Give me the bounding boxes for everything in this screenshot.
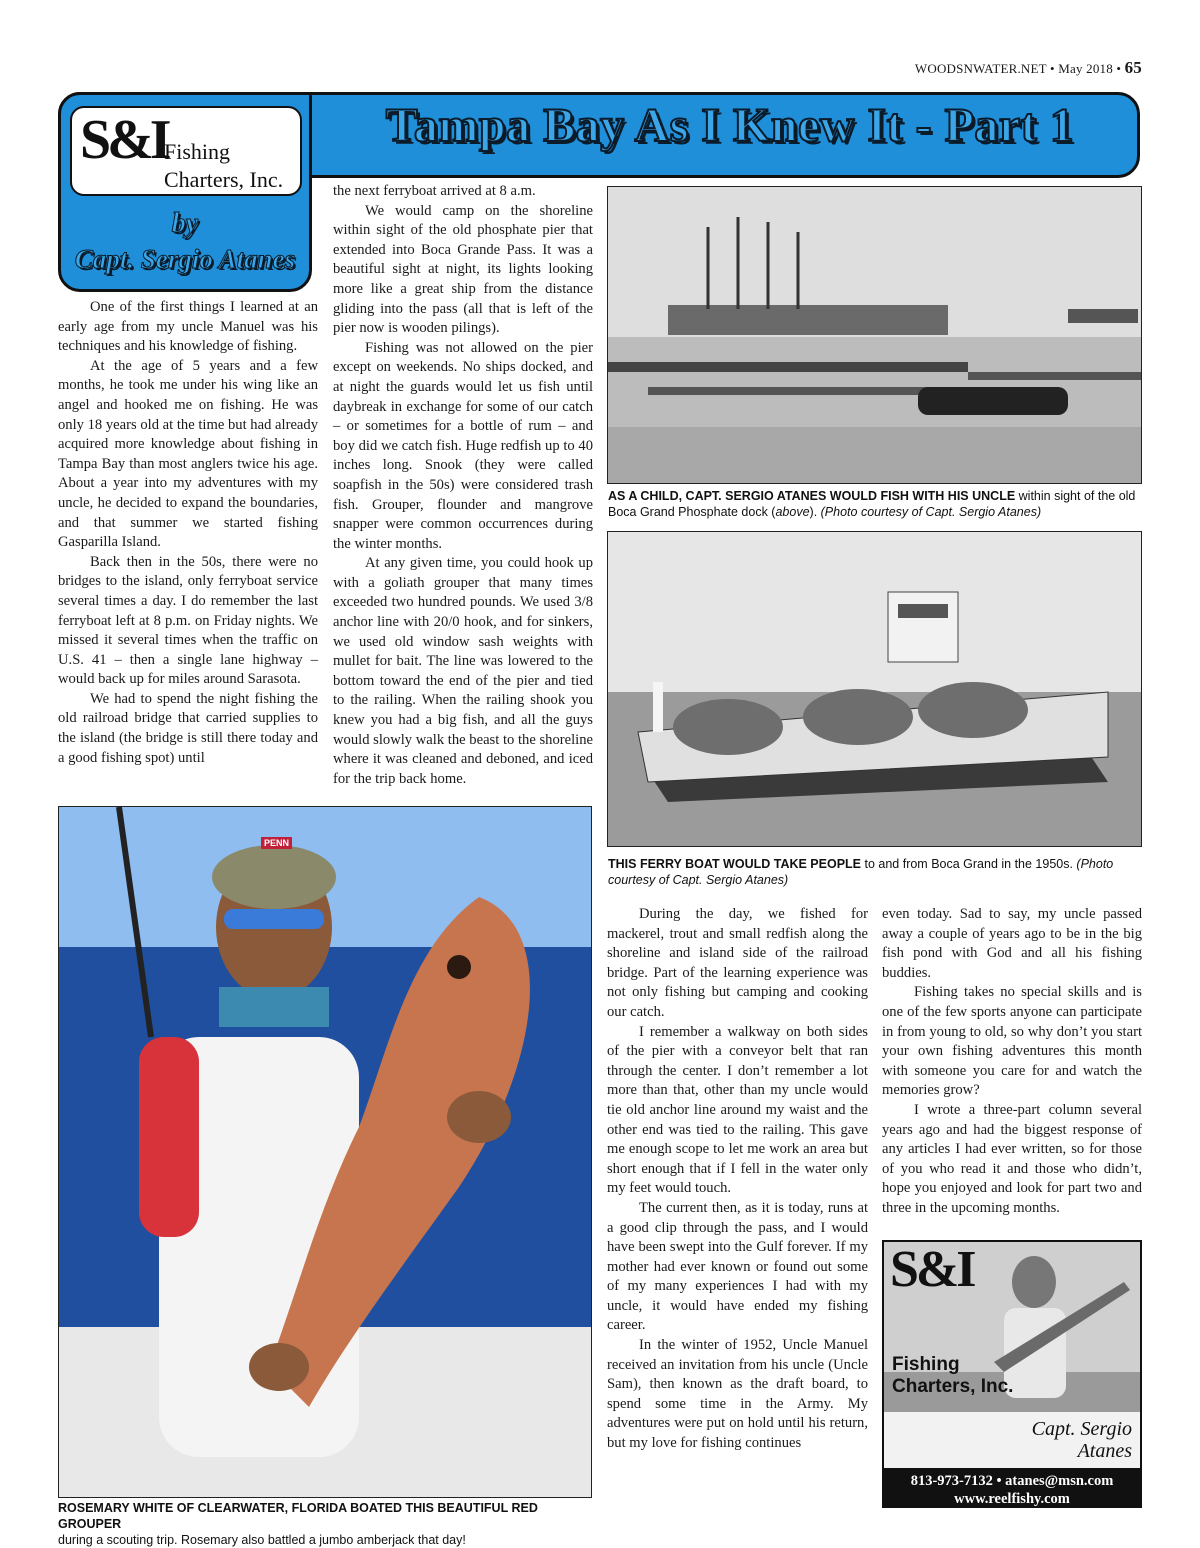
photo-credit: (Photo courtesy of Capt. Sergio Atanes) [608, 857, 1114, 887]
paragraph: Fishing was not allowed on the pier except on weekends. No ships docked, and at night the guards would let us fish until daybreak in exchange for some of our catch – or sometimes for a bottle of rum – and boy did we catch fish. Huge redfish up to 40 inches long. Snook (they were called soapfish in the 50s) were considered trash fish. Grouper, flounder and mangrove snapper were common occurrences during the winter months. [333, 339, 593, 552]
caption-text: to and from Boca Grand in the 1950s. [861, 857, 1077, 871]
ferry-boat-photo [607, 531, 1142, 847]
paragraph: One of the first things I learned at an early age from my uncle Manuel was his techniques and his knowledge of fishing. [58, 299, 318, 355]
cap-logo: PENN [261, 837, 292, 849]
caption-red-grouper [58, 1500, 598, 1548]
article-column-2 [333, 182, 593, 789]
caption-lead: THIS FERRY BOAT WOULD TAKE PEOPLE [608, 857, 862, 871]
caption-text: during a scouting trip. Rosemary also battled a jumbo amberjack that day! [58, 1533, 466, 1547]
ad-contact-bar [882, 1470, 1142, 1508]
ad-captain-name [1032, 1418, 1132, 1462]
caption-phosphate-dock [608, 488, 1143, 520]
caption-lead: AS A CHILD, CAPT. SERGIO ATANES WOULD FISH WITH HIS UNCLE [608, 489, 1016, 503]
paragraph-continued: even today. Sad to say, my uncle passed away a couple of years ago to be in the big fish pond with God and all his fishing buddies. [882, 906, 1142, 981]
caption-text: ). [809, 505, 821, 519]
paragraph-continued: the next ferryboat arrived at 8 a.m. [333, 183, 536, 199]
caption-ferry-boat [608, 856, 1143, 888]
logo-letters: S&I [80, 109, 168, 171]
paragraph: Back then in the 50s, there were no bridges to the island, only ferryboat service several times a day. I do remember the last ferryboat left at 8 p.m. on Friday nights. We missed it several times when the traffic on U.S. 41 – then a single lane highway – would back up for miles around Sarasota. [58, 553, 318, 688]
folio-separator: • [1116, 61, 1122, 76]
red-grouper-illustration [59, 807, 591, 1497]
paragraph: The current then, as it is today, runs at a good clip through the pass, and I would have been swept into the Gulf forever. If my mother had ever known or found out some of my many experiences I had with my uncle, it would have ended my fishing career. [607, 1199, 868, 1334]
caption-text: within sight of the old Boca Grand Phosphate dock ( [608, 489, 1136, 519]
article-column-1 [58, 298, 318, 768]
logo-name-line1: Fishing [164, 139, 231, 164]
red-grouper-photo [58, 806, 592, 1498]
phosphate-dock-illustration [608, 187, 1141, 483]
photo-credit: (Photo courtesy of Capt. Sergio Atanes) [820, 505, 1042, 519]
paragraph: I wrote a three-part column several years ago and had the biggest response of any articles I had ever written, so for those of you who read it and those who didn’t, hope you enjoyed and look for part two and three in the upcoming months. [882, 1101, 1142, 1216]
ad-captain-line2: Atanes [1077, 1440, 1132, 1462]
ad-phone-email: 813-973-7132 • atanes@msn.com [910, 1473, 1114, 1489]
paragraph: We would camp on the shoreline within sight of the old phosphate pier that extended into Boca Grande Pass. It was a beautiful sight at night, its lights looking more like a great ship from the distance gliding into the pass (all that is left of the pier now is wooden pilings). [333, 202, 593, 337]
paragraph: At any given time, you could hook up with a goliath grouper that many times exceeded two hundred pounds. We used 3/8 anchor line with 20/0 hook, and for sinkers, we used old window sash weights with mullet for bait. The line was lowered to the bottom toward the end of the pier and tied to the railing. When the railing shook you knew you had a big fish, and all the guys would slowly walk the beast to the shoreline where it was cleaned and deboned, and iced for the trip back home. [333, 555, 593, 787]
paragraph: Fishing takes no special skills and is one of the few sports anyone can participate in from young to old, so why don’t you start your own fishing adventures this month with someone you care for and watch the memories grow? [882, 984, 1142, 1099]
ferry-boat-illustration [608, 532, 1141, 846]
ad-name-line1: Fishing [892, 1354, 960, 1375]
byline-author: Capt. Sergio Atanes [74, 244, 296, 274]
ad-name-line2: Charters, Inc. [892, 1376, 1014, 1397]
caption-italic: above [775, 505, 810, 519]
ad-captain-line1: Capt. Sergio [1031, 1418, 1132, 1440]
page-number: 65 [1124, 58, 1142, 77]
folio-separator: • [1050, 61, 1055, 76]
sni-charters-ad [882, 1240, 1142, 1470]
article-title: Tampa Bay As I Knew It - Part 1 [385, 99, 1075, 152]
byline-by: by [171, 208, 199, 239]
ad-logo-letters: S&I [890, 1241, 974, 1298]
article-column-3 [607, 905, 868, 1454]
ad-company-name [892, 1354, 1013, 1398]
page-folio [915, 58, 1142, 78]
logo-name-line2: Charters, Inc. [164, 167, 284, 192]
logo-company-name [164, 138, 283, 194]
caption-lead: ROSEMARY WHITE OF CLEARWATER, FLORIDA BOATED THIS BEAUTIFUL RED GROUPER [58, 1501, 538, 1531]
paragraph: At the age of 5 years and a few months, he took me under his wing like an angel and hooked me on fishing. He was only 18 years old at the time but had already acquired more knowledge about fishing in Tampa Bay than most anglers twice his age. About a year into my adventures with my uncle, he decided to expand the boundaries, and that summer we started fishing Gasparilla Island. [58, 357, 318, 551]
article-column-4 [882, 905, 1142, 1219]
paragraph: During the day, we fished for mackerel, trout and small redfish along the shoreline and island side of the railroad bridge. Part of the learning experience was not only fishing but camping and cooking our catch. [607, 906, 868, 1020]
ad-website: www.reelfishy.com [954, 1491, 1070, 1507]
phosphate-dock-photo [607, 186, 1142, 484]
paragraph: I remember a walkway on both sides of the pier with a conveyor belt that ran through the center. I don’t remember a lot more than that, other than my uncle would tie old anchor line around my waist and the other end was tied to the railing. This gave me enough scope to let me work an area but short enough that if I fell in the water only my feet would touch. [607, 1023, 868, 1197]
paragraph: In the winter of 1952, Uncle Manuel received an invitation from his uncle (Uncle Sam), then known as the draft board, to spend some time in the Army. My adventures were put on hold until his return, but my love for fishing continues [607, 1337, 868, 1452]
paragraph: We had to spend the night fishing the old railroad bridge that carried supplies to the island (the bridge is still there today and a good fishing spot) until [58, 690, 318, 766]
issue-date: May 2018 [1058, 61, 1113, 76]
site-name: WOODSNWATER.NET [914, 61, 1047, 76]
